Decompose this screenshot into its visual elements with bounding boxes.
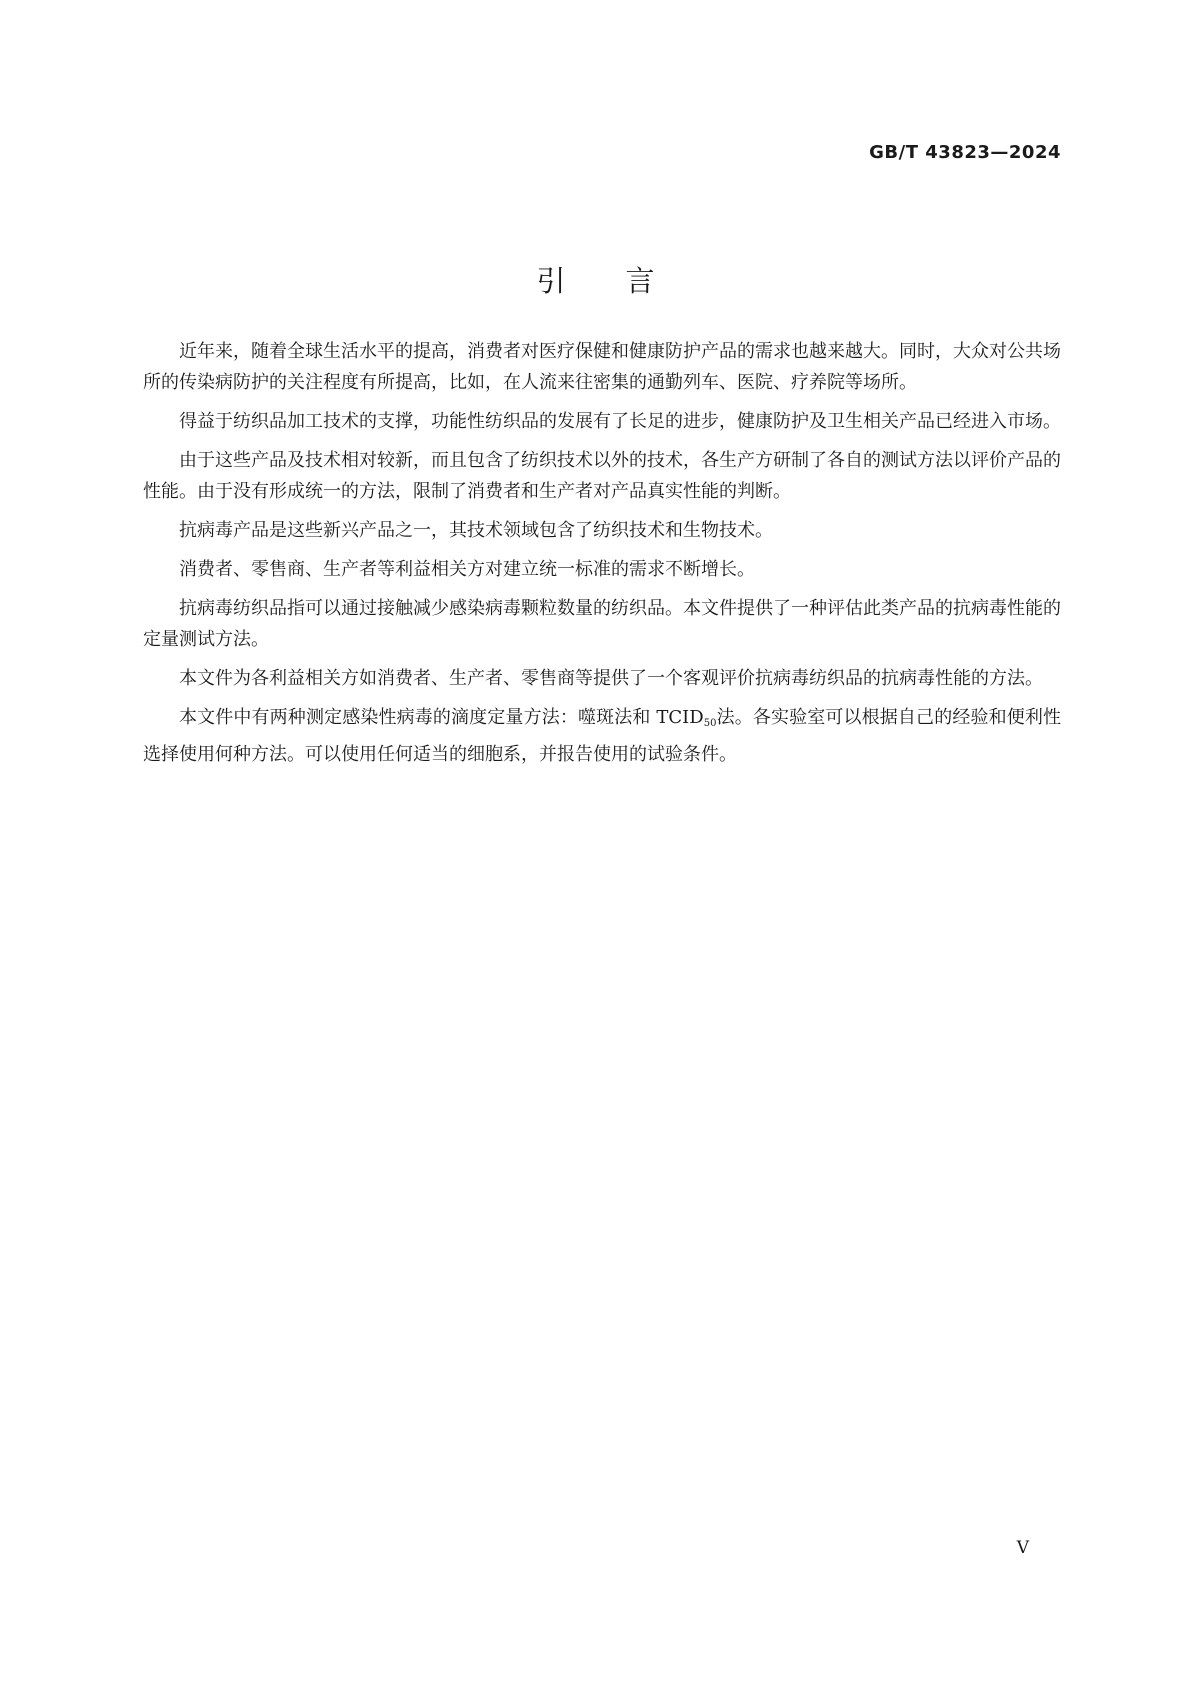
paragraph: 由于这些产品及技术相对较新，而且包含了纺织技术以外的技术，各生产方研制了各自的测试方法以评价产品的性能。由于没有形成统一的方法，限制了消费者和生产者对产品真实性能的判断。 [143, 450, 1061, 502]
document-code: GB/T 43823—2024 [869, 142, 1061, 163]
paragraph: 近年来，随着全球生活水平的提高，消费者对医疗保健和健康防护产品的需求也越来越大。同时，大众对公共场所的传染病防护的关注程度有所提高，比如，在人流来往密集的通勤列车、医院、疗养院等场所。 [143, 341, 1061, 393]
paragraph-methods [143, 702, 1061, 770]
paragraph-methods-part: 本文件中有两种测定感染性病毒的滴度定量方法：噬斑法和 TCID [179, 707, 704, 728]
paragraph: 本文件为各利益相关方如消费者、生产者、零售商等提供了一个客观评价抗病毒纺织品的抗病毒性能的方法。 [179, 668, 1043, 689]
paragraph-methods-part: 法。各实验室可以根据自己的经验和便利性选择使用何种方法。可以使用任何适当的细胞系，并报告使用的试验条件。 [143, 707, 1062, 765]
page-number: V [1016, 1538, 1029, 1558]
paragraph: 抗病毒产品是这些新兴产品之一，其技术领域包含了纺织技术和生物技术。 [179, 520, 773, 541]
paragraph: 抗病毒纺织品指可以通过接触减少感染病毒颗粒数量的纺织品。本文件提供了一种评估此类产品的抗病毒性能的定量测试方法。 [143, 598, 1061, 650]
page-title: 引言 [536, 264, 715, 299]
body-text [143, 336, 1061, 778]
tcid-subscript: 50 [703, 718, 717, 729]
paragraph: 消费者、零售商、生产者等利益相关方对建立统一标准的需求不断增长。 [179, 559, 755, 580]
paragraph: 得益于纺织品加工技术的支撑，功能性纺织品的发展有了长足的进步，健康防护及卫生相关产品已经进入市场。 [179, 411, 1061, 432]
